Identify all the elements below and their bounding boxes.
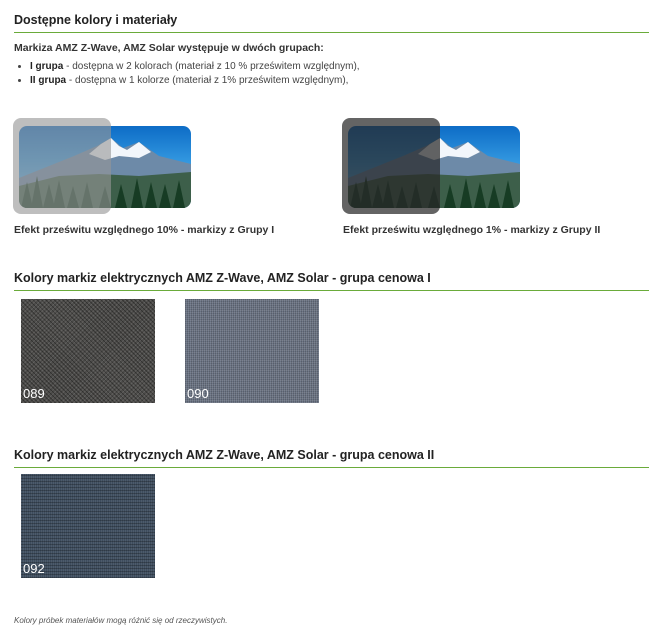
- swatch-code: 092: [23, 561, 45, 576]
- swatch-090[interactable]: [185, 299, 319, 403]
- transparency-demo-1: [342, 118, 532, 214]
- section-title-group-1: Kolory markiz elektrycznych AMZ Z-Wave, AMZ Solar - grupa cenowa I: [14, 271, 649, 291]
- swatch-089[interactable]: [21, 299, 155, 403]
- swatch-code: 090: [187, 386, 209, 401]
- fabric-overlay: [342, 118, 440, 214]
- swatch-092[interactable]: [21, 474, 155, 578]
- intro-text: Markiza AMZ Z-Wave, AMZ Solar występuje w dwóch grupach:: [14, 42, 324, 54]
- caption-demo-10: Efekt prześwitu względnego 10% - markizy z Grupy I: [14, 224, 275, 236]
- group-list: [14, 60, 360, 88]
- fabric-overlay: [13, 118, 111, 214]
- list-item: • I grupa - dostępna w 2 kolorach (materiał z 10 % prześwitem względnym),: [30, 60, 360, 74]
- section-title-available: Dostępne kolory i materiały: [14, 13, 649, 33]
- list-item: • II grupa - dostępna w 1 kolorze (materiał z 1% prześwitem względnym),: [30, 74, 360, 88]
- disclaimer-note: Kolory próbek materiałów mogą różnić się od rzeczywistych.: [14, 616, 228, 625]
- swatch-code: 089: [23, 386, 45, 401]
- transparency-demo-10: [13, 118, 203, 214]
- caption-demo-1: Efekt prześwitu względnego 1% - markizy z Grupy II: [343, 224, 601, 236]
- section-title-group-2: Kolory markiz elektrycznych AMZ Z-Wave, AMZ Solar - grupa cenowa II: [14, 448, 649, 468]
